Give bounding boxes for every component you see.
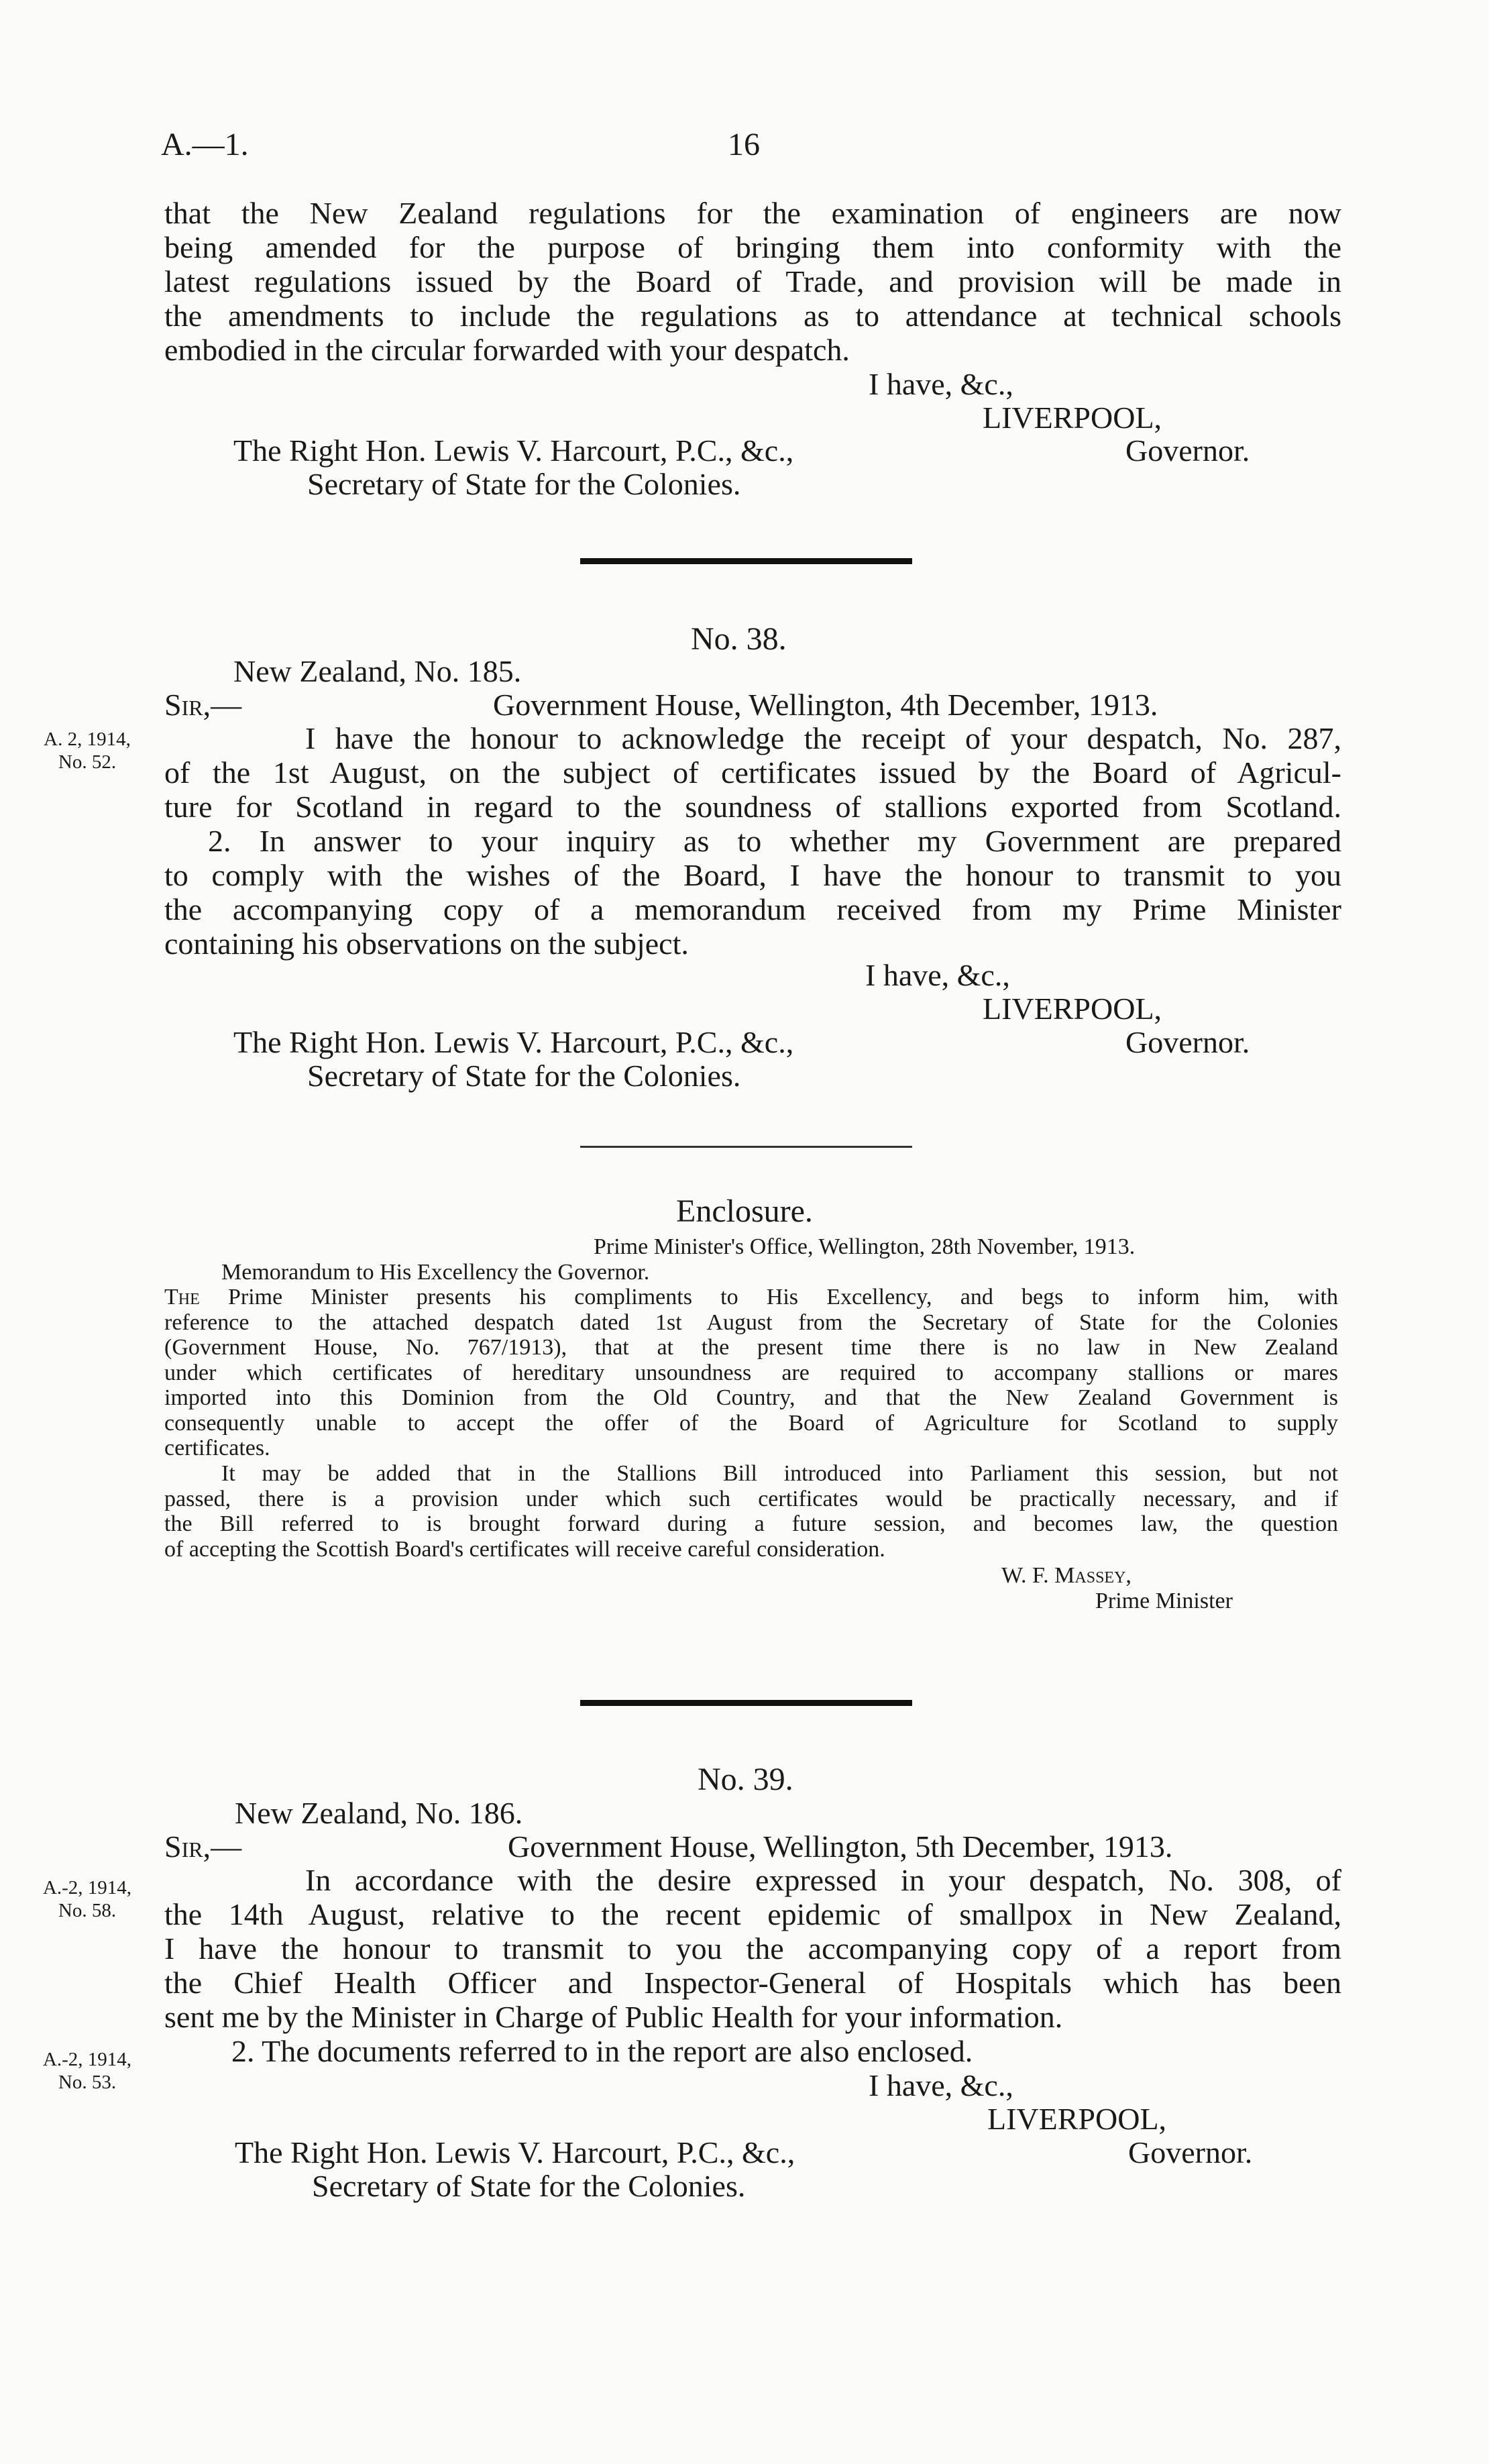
- text-line: It may be added that in the Stallions Bill introduced into Parliament this session, but not: [221, 1461, 1338, 1486]
- enclosure-heading: Enclosure.: [676, 1193, 813, 1229]
- text-line: the Chief Health Officer and Inspector-General of Hospitals which has been: [164, 1966, 1341, 2000]
- text-line: I have the honour to acknowledge the receipt of your despatch, No. 287,: [305, 721, 1341, 755]
- text-line: under which certificates of hereditary unsoundness are required to accompany stallions or mares: [164, 1360, 1338, 1385]
- enclosure-paragraph-1: [164, 1285, 1338, 1461]
- margin-note-line: A.-2, 1914,: [42, 2049, 132, 2070]
- margin-note-line: A. 2, 1914,: [44, 729, 131, 750]
- memo-addressee: Memorandum to His Excellency the Governor.: [221, 1260, 650, 1285]
- margin-note-line: No. 52.: [58, 751, 117, 773]
- salutation: Sir,—: [164, 688, 242, 722]
- despatch-reference: New Zealand, No. 186.: [235, 1796, 523, 1830]
- despatch-reference: New Zealand, No. 185.: [233, 654, 522, 688]
- despatch-paragraph-1: [164, 1863, 1341, 2034]
- despatch-paragraph-1: [164, 721, 1341, 824]
- text-line: ture for Scotland in regard to the soundness of stallions exported from Scotland.: [164, 790, 1341, 824]
- text-line: passed, there is a provision under which such certificates would be practically necessary, and if: [164, 1486, 1338, 1511]
- margin-note: [20, 2048, 154, 2094]
- opening-word: The: [164, 1285, 200, 1309]
- text-line: embodied in the circular forwarded with your despatch.: [164, 333, 850, 367]
- signatory: LIVERPOOL,: [987, 2102, 1167, 2136]
- text-line: to comply with the wishes of the Board, I have the honour to transmit to you: [164, 858, 1341, 892]
- section-divider: [580, 558, 912, 564]
- text-line: of the 1st August, on the subject of certificates issued by the Board of Agricul-: [164, 755, 1341, 790]
- continuation-paragraph: [164, 196, 1341, 367]
- text-line: In accordance with the desire expressed in your despatch, No. 308, of: [305, 1863, 1341, 1897]
- salutation: Sir,—: [164, 1829, 242, 1864]
- text-line: latest regulations issued by the Board of Trade, and provision will be made in: [164, 264, 1341, 299]
- margin-note-line: A.-2, 1914,: [42, 1877, 132, 1898]
- text-line: (Government House, No. 767/1913), that at the present time there is no law in New Zealand: [164, 1335, 1338, 1360]
- text-line: the Bill referred to is brought forward during a future session, and becomes law, the question: [164, 1511, 1338, 1536]
- text-line: 2. In answer to your inquiry as to whether my Government are prepared: [208, 824, 1341, 858]
- text-line: Prime Minister presents his compliments to His Excellency, and begs to inform him, with: [227, 1285, 1338, 1309]
- addressee-office: Secretary of State for the Colonies.: [312, 2169, 746, 2203]
- text-line: being amended for the purpose of bringing them into conformity with the: [164, 230, 1341, 264]
- office-date: Prime Minister's Office, Wellington, 28th November, 1913.: [594, 1234, 1136, 1259]
- text-line: that the New Zealand regulations for the examination of engineers are now: [164, 196, 1341, 230]
- closing: I have, &c.,: [869, 367, 1013, 401]
- text-line: reference to the attached despatch dated 1st August from the Secretary of State for the Colonies: [164, 1309, 1338, 1335]
- signatory-title: Prime Minister: [1095, 1589, 1233, 1613]
- text-line: consequently unable to accept the offer of the Board of Agriculture for Scotland to supply: [164, 1410, 1338, 1436]
- margin-note-line: No. 53.: [58, 2072, 117, 2093]
- enclosure-divider: [580, 1146, 912, 1148]
- addressee-office: Secretary of State for the Colonies.: [307, 1059, 741, 1093]
- location-date: Government House, Wellington, 4th December, 1913.: [493, 688, 1158, 722]
- despatch-paragraph-2: [164, 824, 1341, 961]
- page-number: 16: [728, 127, 760, 162]
- despatch-number-heading: No. 39.: [698, 1762, 793, 1797]
- enclosure-paragraph-2: [164, 1461, 1338, 1562]
- margin-note: [20, 1876, 154, 1922]
- text-line: containing his observations on the subject.: [164, 926, 689, 961]
- text-line: the amendments to include the regulations as to attendance at technical schools: [164, 299, 1341, 333]
- text-line: sent me by the Minister in Charge of Public Health for your information.: [164, 2000, 1063, 2034]
- text-line: of accepting the Scottish Board's certificates will receive careful consideration.: [164, 1536, 885, 1562]
- despatch-number-heading: No. 38.: [691, 621, 787, 657]
- location-date: Government House, Wellington, 5th December, 1913.: [508, 1829, 1173, 1864]
- signatory-title: Governor.: [1128, 2135, 1253, 2170]
- text-line: I have the honour to transmit to you the accompanying copy of a report from: [164, 1931, 1341, 1966]
- document-reference: A.—1.: [161, 127, 249, 162]
- signatory: LIVERPOOL,: [983, 992, 1162, 1026]
- text-line: imported into this Dominion from the Old Country, and that the New Zealand Government is: [164, 1385, 1338, 1410]
- section-divider: [580, 1700, 912, 1706]
- addressee-name: The Right Hon. Lewis V. Harcourt, P.C., &c.,: [233, 1025, 794, 1059]
- text-line: certificates.: [164, 1436, 270, 1460]
- signatory: LIVERPOOL,: [983, 400, 1162, 435]
- signatory-title: Governor.: [1125, 1025, 1250, 1059]
- closing: I have, &c.,: [865, 958, 1010, 992]
- margin-note: [20, 728, 154, 773]
- signatory-title: Governor.: [1125, 433, 1250, 468]
- signatory: W. F. Massey,: [1001, 1563, 1132, 1588]
- addressee-office: Secretary of State for the Colonies.: [307, 467, 741, 501]
- addressee-name: The Right Hon. Lewis V. Harcourt, P.C., &c.,: [235, 2135, 795, 2170]
- text-line: the accompanying copy of a memorandum received from my Prime Minister: [164, 892, 1341, 926]
- despatch-paragraph-2: 2. The documents referred to in the report are also enclosed.: [231, 2034, 973, 2068]
- margin-note-line: No. 58.: [58, 1900, 117, 1921]
- text-line: the 14th August, relative to the recent epidemic of smallpox in New Zealand,: [164, 1897, 1341, 1931]
- addressee-name: The Right Hon. Lewis V. Harcourt, P.C., &c.,: [233, 433, 794, 468]
- closing: I have, &c.,: [869, 2068, 1013, 2102]
